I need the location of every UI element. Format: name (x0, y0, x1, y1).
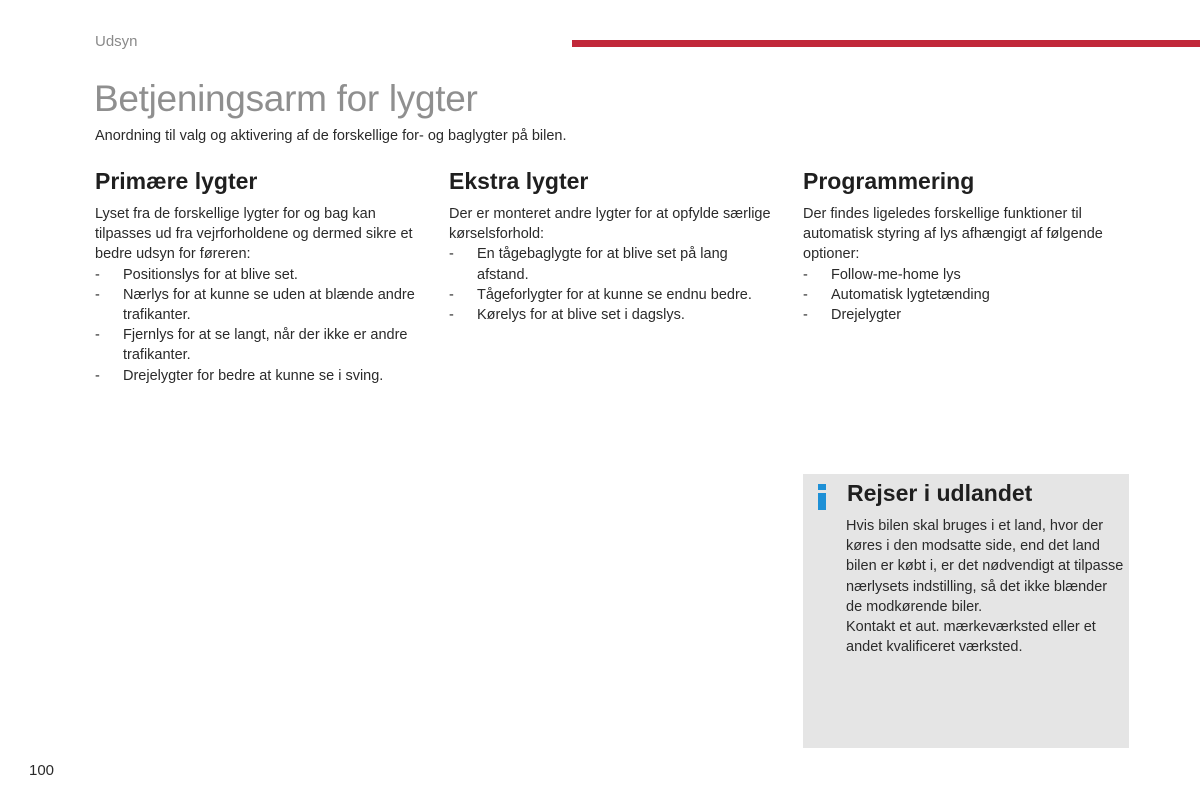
dash-bullet: - (95, 367, 100, 384)
list-item: - Tågeforlygter for at kunne se endnu bedre. (449, 285, 779, 305)
column-paragraph: Der er monteret andre lygter for at opfylde særlige kørselsforhold: (449, 206, 771, 243)
dash-bullet: - (803, 266, 808, 283)
info-body-paragraph: Hvis bilen skal bruges i et land, hvor der køres i den modsatte side, end det land bilen er købt i, er det nødvendigt at tilpasse nærlysets indstilling, så det ikke blænder de modkørende biler. (846, 518, 1124, 615)
info-box (803, 474, 1129, 748)
info-title: Rejser i udlandet (847, 480, 1033, 506)
info-body (846, 516, 1126, 657)
dash-bullet: - (95, 286, 100, 303)
bullet-list (95, 265, 425, 386)
dash-bullet: - (449, 286, 454, 303)
page-number: 100 (29, 762, 55, 779)
dash-bullet: - (803, 286, 808, 303)
list-item: - Fjernlys for at se langt, når der ikke er andre trafikanter. (95, 327, 408, 364)
bullet-list (803, 265, 1133, 326)
list-item: - Follow-me-home lys (803, 265, 1133, 285)
column-heading: Primære lygter (95, 168, 258, 194)
dash-bullet: - (803, 307, 808, 324)
column-primary-lights (95, 166, 425, 386)
dash-bullet: - (449, 307, 454, 324)
list-item: - Automatisk lygtetænding (803, 285, 1133, 305)
list-item: - Kørelys for at blive set i dagslys. (449, 305, 779, 325)
page-title: Betjeningsarm for lygter (94, 78, 478, 119)
column-paragraph: Lyset fra de forskellige lygter for og bag kan tilpasses ud fra vejrforholdene og dermed sikre et bedre udsyn for føreren: (95, 206, 413, 263)
dash-bullet: - (449, 246, 454, 263)
section-label: Udsyn (95, 33, 138, 50)
info-icon-stem (818, 493, 826, 510)
dash-bullet: - (95, 266, 100, 283)
bullet-list (449, 244, 779, 325)
list-item: - Drejelygter (803, 305, 1133, 325)
column-heading: Ekstra lygter (449, 168, 589, 194)
list-item: - En tågebaglygte for at blive set på lang afstand. (449, 246, 728, 283)
info-icon (815, 484, 829, 510)
column-extra-lights (449, 166, 779, 325)
column-programming (803, 166, 1133, 325)
info-icon-dot (818, 484, 826, 490)
dash-bullet: - (95, 327, 100, 344)
list-item: - Nærlys for at kunne se uden at blænde andre trafikanter. (95, 286, 415, 324)
header-accent-bar (572, 40, 1200, 47)
info-body-paragraph: Kontakt et aut. mærkeværksted eller et andet kvalificeret værksted. (846, 619, 1096, 656)
intro-text: Anordning til valg og aktivering af de forskellige for- og baglygter på bilen. (95, 128, 567, 144)
list-item: - Drejelygter for bedre at kunne se i sving. (95, 366, 425, 386)
column-heading: Programmering (803, 168, 975, 194)
list-item: - Positionslys for at blive set. (95, 265, 425, 285)
column-paragraph: Der findes ligeledes forskellige funktioner til automatisk styring af lys afhængigt af følgende optioner: (803, 206, 1103, 263)
